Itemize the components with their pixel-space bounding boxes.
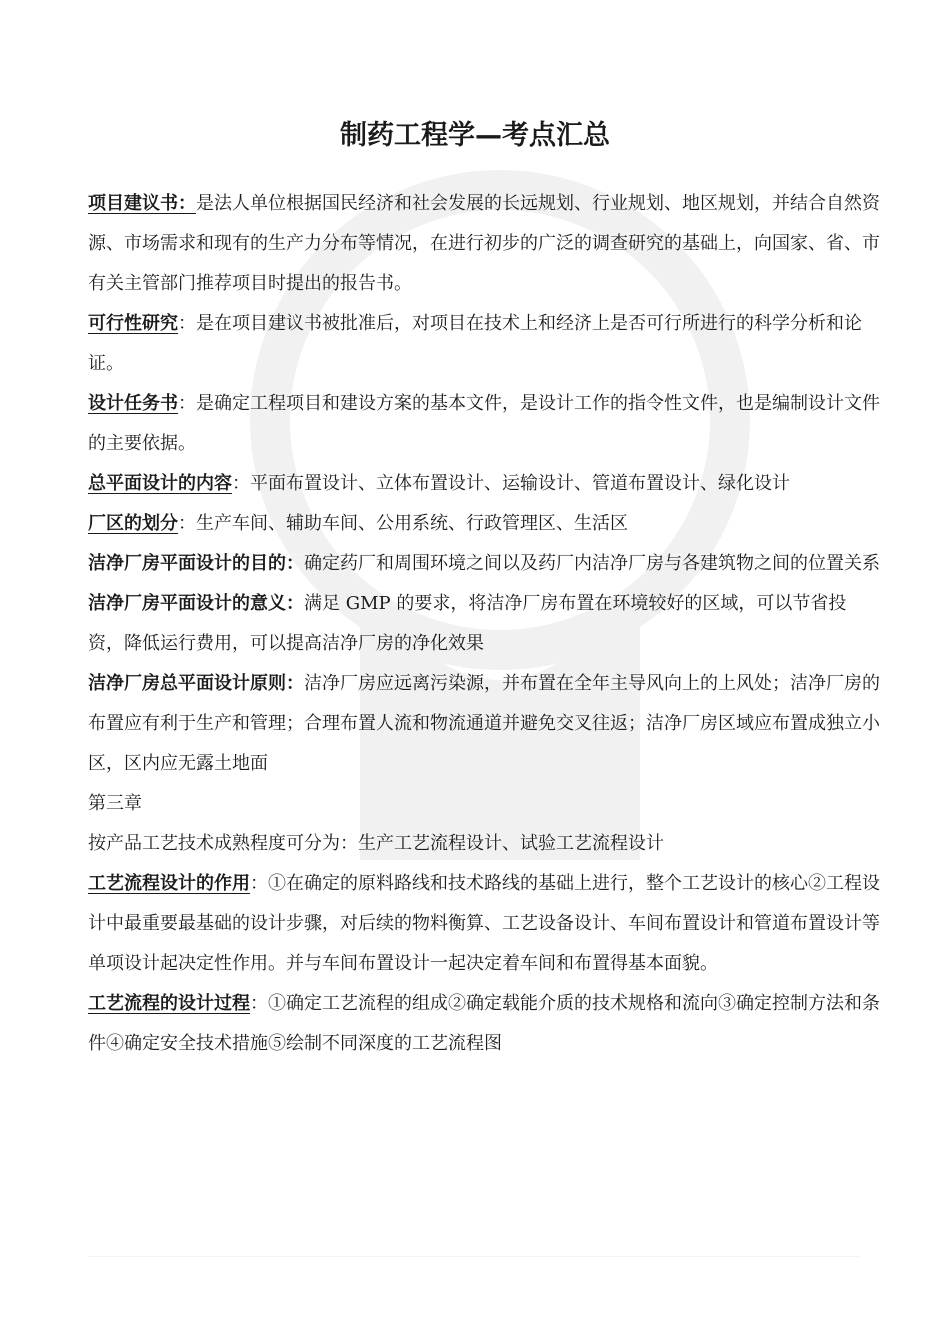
paragraph-process-design-role [88,864,880,984]
paragraph-cleanroom-purpose [88,544,880,584]
definition: 按产品工艺技术成熟程度可分为：生产工艺流程设计、试验工艺流程设计 [88,833,664,854]
paragraph-feasibility-study [88,304,880,384]
paragraph-process-design-steps [88,984,880,1064]
term: 项目建议书： [88,193,196,214]
term: 洁净厂房平面设计的意义： [88,593,304,614]
term: 厂区的划分 [88,513,178,534]
chapter-label: 第三章 [88,793,142,814]
term: 工艺流程的设计过程 [88,993,250,1014]
term: 可行性研究 [88,313,178,334]
paragraph-cleanroom-significance [88,584,880,664]
page-title: 制药工程学—考点汇总 [340,120,610,151]
definition: ：①确定工艺流程的组成②确定载能介质的技术规格和流向③确定控制方法和条件④确定安全技术措施⑤绘制不同深度的工艺流程图 [88,993,880,1054]
term: 洁净厂房平面设计的目的： [88,553,304,574]
definition: ：①在确定的原料路线和技术路线的基础上进行，整个工艺设计的核心②工程设计中最重要最基础的设计步骤，对后续的物料衡算、工艺设备设计、车间布置设计和管道布置设计等单项设计起决定性作用。并与车间布置设计一起决定着车间和布置得基本面貌。 [88,873,880,974]
definition: ：平面布置设计、立体布置设计、运输设计、管道布置设计、绿化设计 [232,473,790,494]
paragraph-project-proposal [88,184,880,304]
term: 总平面设计的内容 [88,473,232,494]
definition: ：生产车间、辅助车间、公用系统、行政管理区、生活区 [178,513,628,534]
term: 洁净厂房总平面设计原则： [88,673,304,694]
definition: 是法人单位根据国民经济和社会发展的长远规划、行业规划、地区规划，并结合自然资源、市场需求和现有的生产力分布等情况，在进行初步的广泛的调查研究的基础上，向国家、省、市有关主管部门推荐项目时提出的报告书。 [88,193,880,294]
paragraph-cleanroom-principles [88,664,880,784]
chapter-heading [88,784,880,824]
definition: 确定药厂和周围环境之间以及药厂内洁净厂房与各建筑物之间的位置关系 [304,553,880,574]
term: 工艺流程设计的作用 [88,873,250,894]
document-body [88,184,880,1064]
definition: 洁净厂房应远离污染源，并布置在全年主导风向上的上风处；洁净厂房的布置应有利于生产和管理；合理布置人流和物流通道并避免交叉往返；洁净厂房区域应布置成独立小区，区内应无露土地面 [88,673,880,774]
definition: 满足 GMP 的要求，将洁净厂房布置在环境较好的区域，可以节省投资，降低运行费用，可以提高洁净厂房的净化效果 [88,593,847,654]
paragraph-plant-zoning [88,504,880,544]
paragraph-classification [88,824,880,864]
paragraph-design-brief [88,384,880,464]
footer-divider [88,1256,860,1257]
paragraph-general-layout-content [88,464,880,504]
definition: ：是确定工程项目和建设方案的基本文件，是设计工作的指令性文件，也是编制设计文件的主要依据。 [88,393,880,454]
definition: ：是在项目建议书被批准后，对项目在技术上和经济上是否可行所进行的科学分析和论证。 [88,313,862,374]
term: 设计任务书 [88,393,178,414]
